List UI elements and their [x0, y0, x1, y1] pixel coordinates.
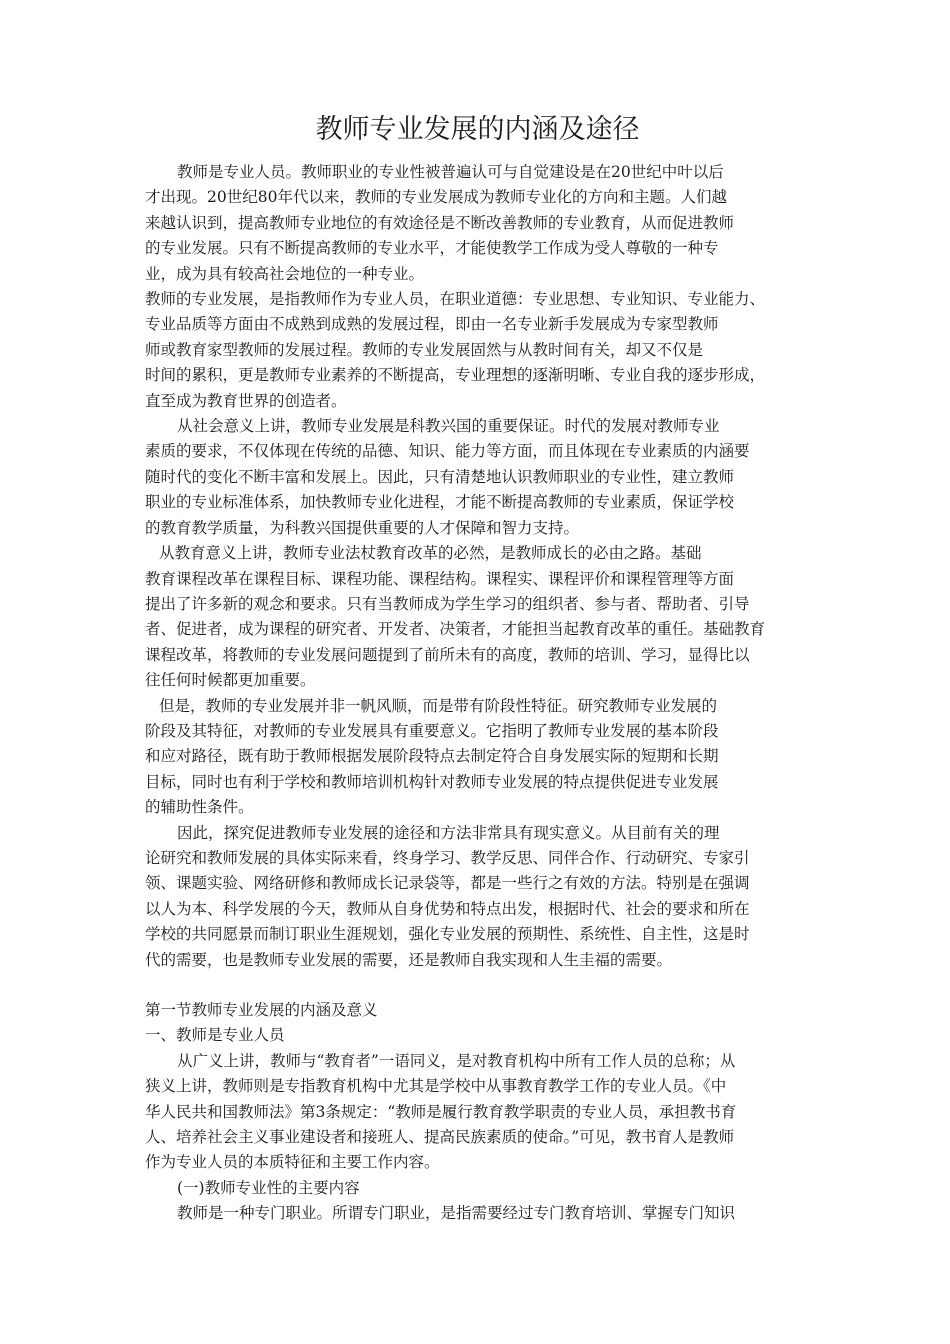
text-line: 直至成为教育世界的创造者。 [145, 391, 347, 410]
text-line: 华人民共和国教师法》第3条规定：“教师是履行教育教学职责的专业人员，承担教书育 [145, 1102, 737, 1121]
text-line: 教师是专业人员。教师职业的专业性被普遍认可与自觉建设是在20世纪中叶以后 [177, 163, 724, 181]
text-line: 职业的专业标准体系，加快教师专业化进程，才能不断提高教师的专业素质，保证学校 [145, 493, 735, 512]
text-line: 学校的共同愿景而制订职业生涯规划，强化专业发展的预期性、系统性、自主性，这是时 [145, 925, 750, 944]
text-line: 的教育教学质量，为科教兴国提供重要的人才保障和智力支持。 [145, 518, 580, 537]
text-line: (一)教师专业性的主要内容 [177, 1178, 360, 1197]
text-line: 时间的累积，更是教师专业素养的不断提高，专业理想的逐渐明晰、专业自我的逐步形成， [145, 366, 766, 385]
text-line: 往任何时候都更加重要。 [145, 671, 316, 690]
text-line: 狭义上讲，教师则是专指教育机构中尤其是学校中从事教育教学工作的专业人员。《中 [145, 1077, 727, 1096]
text-line: 第一节教师专业发展的内涵及意义 [145, 1001, 378, 1019]
text-line: 但是，教师的专业发展并非一帆风顺，而是带有阶段性特征。研究教师专业发展的 [159, 696, 718, 715]
text-line: 课程改革，将教师的专业发展问题提到了前所未有的高度，教师的培训、学习，显得比以 [145, 645, 750, 664]
text-line: 业，成为具有较高社会地位的一种专业。 [145, 264, 425, 283]
text-line: 从社会意义上讲，教师专业发展是科教兴国的重要保证。时代的发展对教师专业 [177, 417, 720, 436]
text-line: 代的需要，也是教师专业发展的需要，还是教师自我实现和人生圭福的需要。 [145, 950, 673, 969]
text-line: 从广义上讲，教师与“教育者”一语同义，是对教育机构中所有工作人员的总称；从 [177, 1051, 736, 1070]
text-line: 专业品质等方面由不成熟到成熟的发展过程，即由一名专业新手发展成为专家型教师 [145, 315, 719, 334]
text-line: 来越认识到，提高教师专业地位的有效途径是不断改善教师的专业教育，从而促进教师 [145, 213, 735, 232]
text-line: 从教育意义上讲，教师专业法杖教育改革的必然，是教师成长的必由之路。基础 [159, 544, 702, 563]
text-line: 作为专业人员的本质特征和主要工作内容。 [145, 1153, 440, 1172]
text-line: 目标，同时也有利于学校和教师培训机构针对教师专业发展的特点提供促进专业发展 [145, 772, 719, 791]
text-line: 和应对路径，既有助于教师根据发展阶段特点去制定符合自身发展实际的短期和长期 [145, 747, 719, 766]
text-line: 一、教师是专业人员 [145, 1026, 285, 1045]
text-line: 阶段及其特征，对教师的专业发展具有重要意义。它指明了教师专业发展的基本阶段 [145, 721, 719, 740]
text-line: 提出了许多新的观念和要求。只有当教师成为学生学习的组织者、参与者、帮助者、引导 [145, 594, 750, 613]
text-line: 者、促进者，成为课程的研究者、开发者、决策者，才能担当起教育改革的重任。基础教育 [145, 620, 766, 639]
text-line: 教师是一种专门职业。所谓专门职业，是指需要经过专门教育培训、掌握专门知识 [177, 1204, 736, 1223]
text-line: 素质的要求，不仅体现在传统的品德、知识、能力等方面，而且体现在专业素质的内涵要 [145, 442, 750, 461]
text-line: 因此，探究促进教师专业发展的途径和方法非常具有现实意义。从目前有关的理 [177, 823, 720, 842]
text-line: 教育课程改革在课程目标、课程功能、课程结构。课程实、课程评价和课程管理等方面 [145, 569, 735, 588]
document-body [145, 160, 810, 1227]
text-line: 的专业发展。只有不断提高教师的专业水平，才能使教学工作成为受人尊敬的一种专 [145, 239, 719, 258]
text-line: 的辅助性条件。 [145, 798, 254, 817]
page-title: 教师专业发展的内涵及途径 [315, 114, 640, 145]
text-line: 以人为本、科学发展的今天，教师从自身优势和特点出发，根据时代、社会的要求和所在 [145, 899, 750, 918]
text-line: 人、培养社会主义事业建设者和接班人、提高民族素质的使命。”可见，教书育人是教师 [145, 1128, 735, 1147]
paragraph-gap [145, 973, 810, 998]
text-line: 随时代的变化不断丰富和发展上。因此，只有清楚地认识教师职业的专业性，建立教师 [145, 467, 735, 486]
text-line: 才出现。20世纪80年代以来，教师的专业发展成为教师专业化的方向和主题。人们越 [145, 188, 727, 207]
text-line: 教师的专业发展，是指教师作为专业人员，在职业道德：专业思想、专业知识、专业能力、 [145, 290, 766, 309]
text-line: 领、课题实验、网络研修和教师成长记录袋等，都是一些行之有效的方法。特别是在强调 [145, 874, 750, 893]
text-line: 论研究和教师发展的具体实际来看，终身学习、教学反思、同伴合作、行动研究、专家引 [145, 848, 750, 867]
text-line: 师或教育家型教师的发展过程。教师的专业发展固然与从教时间有关，却又不仅是 [145, 340, 704, 359]
